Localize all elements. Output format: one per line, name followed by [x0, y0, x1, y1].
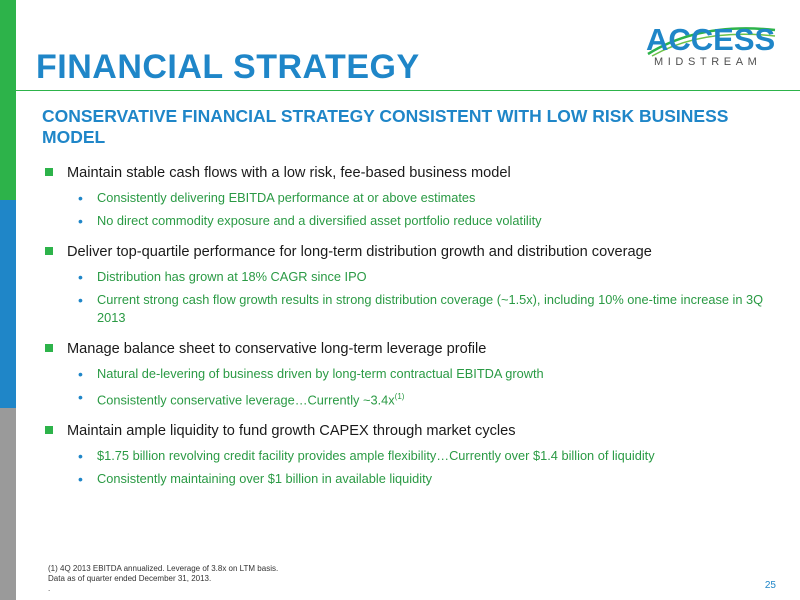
- strategy-bullet-text: Current strong cash flow growth results in strong distribution coverage (~1.5x), including 10% one-time increase in 3Q 2013: [97, 292, 764, 325]
- square-bullet-icon: [45, 247, 53, 255]
- strategy-bullet: [42, 470, 782, 488]
- square-bullet-icon: [45, 344, 53, 352]
- strategy-section: [42, 422, 782, 488]
- accent-stripe-gray: [0, 408, 16, 600]
- square-bullet-icon: [45, 426, 53, 434]
- strategy-bullet: [42, 189, 782, 207]
- footnote-line: .: [48, 584, 51, 593]
- strategy-bullet: [42, 291, 782, 327]
- footnote-marker: (1): [394, 392, 405, 401]
- strategy-bullet: [42, 447, 782, 465]
- dot-bullet-icon: •: [78, 366, 83, 382]
- strategy-list: [42, 164, 782, 501]
- footnote-line: Data as of quarter ended December 31, 2013.: [48, 574, 212, 583]
- strategy-bullet-text: Consistently delivering EBITDA performance at or above estimates: [97, 190, 476, 205]
- logo-subtext: MIDSTREAM: [654, 56, 762, 68]
- strategy-heading-text: Maintain ample liquidity to fund growth CAPEX through market cycles: [67, 423, 516, 440]
- strategy-bullet: [42, 365, 782, 383]
- strategy-bullet-text: $1.75 billion revolving credit facility provides ample flexibility…Currently over $1.4 billion of liquidity: [97, 448, 655, 464]
- slide-subtitle: CONSERVATIVE FINANCIAL STRATEGY CONSISTENT WITH LOW RISK BUSINESS MODEL: [42, 106, 729, 147]
- strategy-heading-text: Manage balance sheet to conservative long-term leverage profile: [67, 341, 487, 357]
- access-midstream-logo: [640, 18, 780, 73]
- dot-bullet-icon: •: [78, 269, 83, 285]
- strategy-bullet: [42, 212, 782, 230]
- strategy-section: [42, 243, 782, 327]
- footnote-line: (1) 4Q 2013 EBITDA annualized. Leverage of 3.8x on LTM basis.: [48, 564, 279, 573]
- page-title: FINANCIAL STRATEGY: [36, 48, 420, 86]
- title-divider: [16, 90, 800, 91]
- strategy-bullet: [42, 268, 782, 286]
- strategy-heading: [42, 243, 782, 262]
- strategy-heading: [42, 340, 782, 359]
- footnotes: [48, 564, 278, 594]
- dot-bullet-icon: •: [78, 389, 83, 405]
- dot-bullet-icon: •: [78, 190, 83, 206]
- accent-stripe-blue: [0, 200, 16, 408]
- strategy-bullet-text: Consistently conservative leverage…Currently ~3.4x: [97, 392, 395, 408]
- strategy-heading: [42, 422, 782, 441]
- strategy-bullet-text: No direct commodity exposure and a diversified asset portfolio reduce volatility: [97, 213, 542, 228]
- strategy-bullet-text: Natural de-levering of business driven by long-term contractual EBITDA growth: [97, 366, 544, 381]
- dot-bullet-icon: •: [78, 292, 83, 308]
- page-number: 25: [764, 580, 776, 591]
- strategy-bullet-text: Distribution has grown at 18% CAGR since IPO: [97, 269, 367, 284]
- strategy-bullet-text: Consistently maintaining over $1 billion in available liquidity: [97, 471, 433, 487]
- square-bullet-icon: [45, 168, 53, 176]
- logo-word: ACCESS: [646, 22, 776, 57]
- strategy-heading-text: Deliver top-quartile performance for long-term distribution growth and distribution coverage: [67, 244, 652, 260]
- dot-bullet-icon: •: [78, 448, 83, 465]
- strategy-section: [42, 340, 782, 409]
- dot-bullet-icon: •: [78, 471, 83, 488]
- strategy-section: [42, 164, 782, 230]
- strategy-bullet: [42, 388, 782, 409]
- strategy-heading-text: Maintain stable cash flows with a low risk, fee-based business model: [67, 165, 511, 181]
- dot-bullet-icon: •: [78, 213, 83, 229]
- accent-stripe-green: [0, 0, 16, 200]
- strategy-heading: [42, 164, 782, 183]
